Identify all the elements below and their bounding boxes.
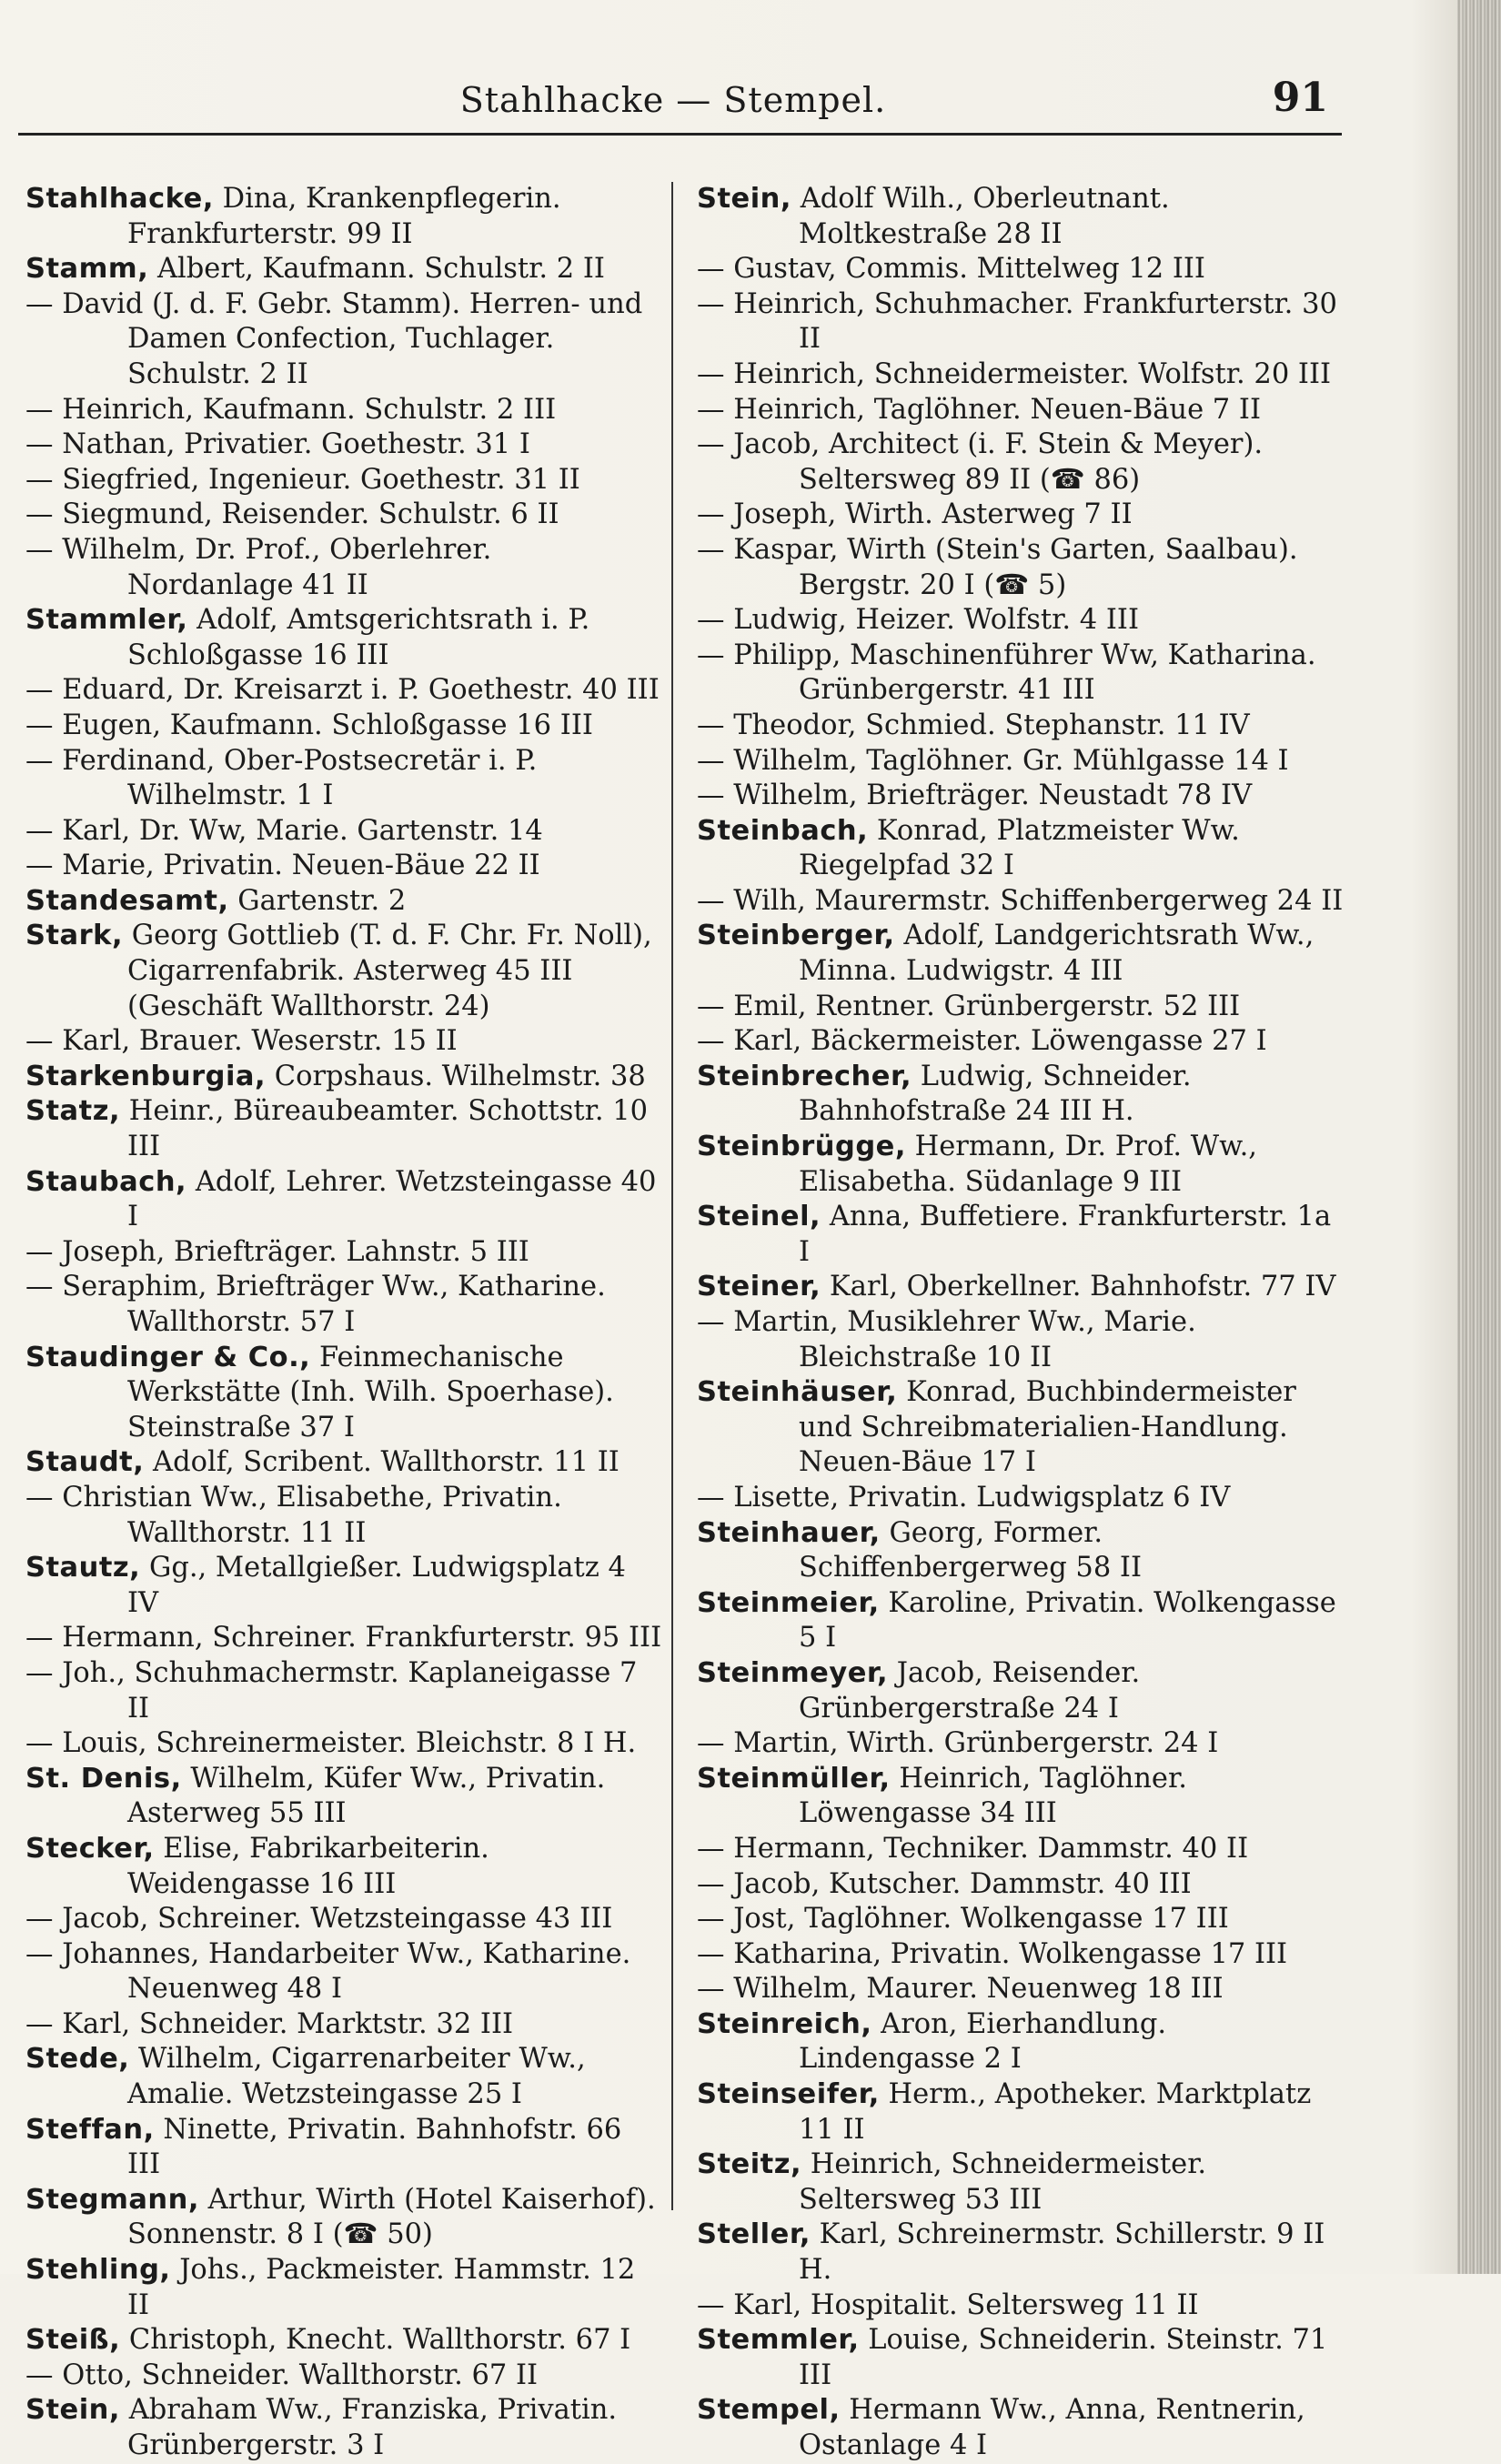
entry-surname: Stein, xyxy=(697,183,791,215)
directory-entry xyxy=(25,2323,662,2358)
entry-details: Gg., Metallgießer. Ludwigsplatz 4 IV xyxy=(127,1552,626,1619)
entry-details: — Martin, Musiklehrer Ww., Marie. Bleichstraße 10 II xyxy=(697,1306,1196,1373)
directory-entry xyxy=(25,393,662,428)
entry-surname: Stegmann, xyxy=(25,2183,199,2216)
directory-entry xyxy=(697,884,1350,920)
entry-details: Gartenstr. 2 xyxy=(228,884,407,917)
directory-entry xyxy=(697,427,1350,498)
entry-details: — Siegfried, Ingenieur. Goethestr. 31 II xyxy=(25,463,580,496)
entry-details: — Johannes, Handarbeiter Ww., Katharine. Neuenweg 48 I xyxy=(25,1937,631,2006)
entry-details: — Heinrich, Schuhmacher. Frankfurterstr. 30 II xyxy=(697,287,1337,356)
entry-details: Karl, Schreinermstr. Schillerstr. 9 II H. xyxy=(799,2218,1325,2287)
entry-details: Heinrich, Taglöhner. Löwengasse 34 III xyxy=(799,1762,1187,1830)
directory-entry xyxy=(25,1445,662,1481)
directory-entry xyxy=(25,1621,662,1656)
directory-entry xyxy=(25,1024,662,1060)
entry-details: Georg, Former. Schiffenbergerweg 58 II xyxy=(799,1516,1143,1584)
directory-entry xyxy=(697,990,1350,1025)
entry-details: — Kaspar, Wirth (Stein's Garten, Saalbau). Bergstr. 20 I (☎ 5) xyxy=(697,533,1298,601)
directory-entry xyxy=(25,814,662,850)
directory-entry xyxy=(25,744,662,814)
entry-surname: Stahlhacke, xyxy=(25,183,214,215)
directory-entry xyxy=(697,287,1350,357)
directory-entry xyxy=(25,1762,662,1832)
directory-entry xyxy=(697,1305,1350,1375)
entry-details: — Karl, Schneider. Marktstr. 32 III xyxy=(25,2007,514,2040)
directory-entry xyxy=(697,1024,1350,1060)
entry-details: Jacob, Reisender. Grünbergerstraße 24 I xyxy=(799,1656,1141,1725)
directory-entry xyxy=(697,1200,1350,1270)
entry-surname: Stamm, xyxy=(25,253,149,286)
entry-surname: Steinhäuser, xyxy=(697,1376,898,1409)
entry-details: — Eduard, Dr. Kreisarzt i. P. Goethestr. 40 III xyxy=(25,674,660,707)
entry-details: Ludwig, Schneider. Bahnhofstraße 24 III H. xyxy=(799,1060,1192,1128)
entry-surname: Stecker, xyxy=(25,1832,155,1865)
directory-entry xyxy=(697,2147,1350,2218)
directory-entry xyxy=(697,182,1350,252)
entry-details: Christoph, Knecht. Wallthorstr. 67 I xyxy=(120,2324,631,2357)
directory-entry xyxy=(697,533,1350,603)
directory-entry xyxy=(25,2113,662,2183)
entry-surname: Steller, xyxy=(697,2218,811,2251)
directory-entry xyxy=(25,252,662,287)
directory-entry xyxy=(697,1902,1350,1937)
entry-details: Herm., Apotheker. Marktplatz 11 II xyxy=(799,2078,1312,2146)
entry-details: Feinmechanische Werkstätte (Inh. Wilh. Spoerhase). Steinstraße 37 I xyxy=(127,1341,614,1443)
directory-entry xyxy=(25,463,662,498)
entry-surname: Stautz, xyxy=(25,1552,141,1584)
directory-entry xyxy=(697,709,1350,744)
directory-entry xyxy=(697,498,1350,533)
entry-details: — Karl, Bäckermeister. Löwengasse 27 I xyxy=(697,1025,1267,1058)
entry-details: — Joseph, Wirth. Asterweg 7 II xyxy=(697,498,1133,531)
entry-details: — Christian Ww., Elisabethe, Privatin. Wallthorstr. 11 II xyxy=(25,1481,562,1549)
directory-entry xyxy=(25,709,662,744)
entry-surname: Stempel, xyxy=(697,2394,841,2427)
entry-details: Johs., Packmeister. Hammstr. 12 II xyxy=(127,2254,636,2321)
entry-surname: Steinmüller, xyxy=(697,1762,891,1795)
directory-entry xyxy=(697,357,1350,393)
directory-entry xyxy=(25,182,662,252)
entry-details: — Joh., Schuhmachermstr. Kaplaneigasse 7 II xyxy=(25,1656,638,1725)
entry-surname: Steinbrecher, xyxy=(697,1060,912,1092)
entry-details: — Hermann, Techniker. Dammstr. 40 II xyxy=(697,1832,1249,1865)
directory-entry xyxy=(25,1937,662,2007)
entry-details: — Theodor, Schmied. Stephanstr. 11 IV xyxy=(697,709,1250,741)
directory-entry xyxy=(25,1165,662,1235)
directory-entry xyxy=(697,2393,1350,2463)
left-column xyxy=(25,182,662,2461)
book-binding-edge xyxy=(1457,0,1501,2274)
entry-details: — Emil, Rentner. Grünbergerstr. 52 III xyxy=(697,990,1241,1022)
directory-entry xyxy=(697,919,1350,989)
entry-details: — Lisette, Privatin. Ludwigsplatz 6 IV xyxy=(697,1481,1231,1514)
entry-surname: Stein, xyxy=(25,2394,120,2427)
entry-details: Adolf, Scribent. Wallthorstr. 11 II xyxy=(144,1446,620,1479)
directory-entry xyxy=(697,1832,1350,1867)
directory-entry xyxy=(697,252,1350,287)
entry-details: Albert, Kaufmann. Schulstr. 2 II xyxy=(148,253,605,286)
entry-surname: Steinmeier, xyxy=(697,1586,880,1619)
directory-entry xyxy=(697,779,1350,814)
directory-entry xyxy=(697,1937,1350,1973)
directory-entry xyxy=(697,1060,1350,1130)
entry-surname: Steinbrügge, xyxy=(697,1131,906,1163)
directory-entry xyxy=(25,1726,662,1762)
directory-entry xyxy=(25,1270,662,1340)
column-divider xyxy=(671,182,673,2210)
entry-surname: Stede, xyxy=(25,2043,130,2076)
entry-surname: Steinreich, xyxy=(697,2007,872,2040)
entry-surname: Steinhauer, xyxy=(697,1516,881,1549)
entry-surname: Steffan, xyxy=(25,2113,155,2146)
directory-entry xyxy=(25,919,662,1024)
page-header xyxy=(18,75,1328,135)
entry-details: Adolf, Lehrer. Wetzsteingasse 40 I xyxy=(127,1165,657,1233)
directory-entry xyxy=(25,1551,662,1621)
directory-entry xyxy=(697,639,1350,709)
directory-entry xyxy=(697,1867,1350,1903)
entry-details: — Ludwig, Heizer. Wolfstr. 4 III xyxy=(697,604,1139,637)
directory-entry xyxy=(697,1762,1350,1832)
entry-details: Aron, Eierhandlung. Lindengasse 2 I xyxy=(799,2007,1167,2076)
entry-details: Hermann, Dr. Prof. Ww., Elisabetha. Südanlage 9 III xyxy=(799,1131,1257,1198)
entry-details: Georg Gottlieb (T. d. F. Chr. Fr. Noll), Cigarrenfabrik. Asterweg 45 III (Geschäft Wallthorstr. 24) xyxy=(123,920,652,1022)
entry-details: — Wilhelm, Briefträger. Neustadt 78 IV xyxy=(697,779,1253,812)
entry-surname: Stehling, xyxy=(25,2254,171,2287)
directory-entry xyxy=(697,2323,1350,2393)
entry-surname: Standesamt, xyxy=(25,884,229,917)
directory-entry xyxy=(25,2393,662,2463)
entry-details: Konrad, Buchbindermeister und Schreibmaterialien-Handlung. Neuen-Bäue 17 I xyxy=(799,1376,1296,1479)
directory-entry xyxy=(25,673,662,709)
entry-surname: Statz, xyxy=(25,1095,121,1128)
directory-entry xyxy=(697,393,1350,428)
entry-details: — Jacob, Schreiner. Wetzsteingasse 43 III xyxy=(25,1903,613,1936)
entry-surname: Steinmeyer, xyxy=(697,1656,889,1689)
header-rule xyxy=(18,133,1342,136)
entry-surname: Steiner, xyxy=(697,1271,821,1303)
entry-details: — Wilhelm, Dr. Prof., Oberlehrer. Nordanlage 41 II xyxy=(25,533,492,601)
entry-details: — Jost, Taglöhner. Wolkengasse 17 III xyxy=(697,1903,1229,1936)
entry-surname: Stemmler, xyxy=(697,2324,860,2357)
directory-entry xyxy=(25,1902,662,1937)
entry-surname: Steinbach, xyxy=(697,814,869,847)
directory-entry xyxy=(697,1586,1350,1656)
directory-entry xyxy=(25,2183,662,2253)
directory-entry xyxy=(697,1972,1350,2007)
entry-details: Abraham Ww., Franziska, Privatin. Grünbergerstr. 3 I xyxy=(120,2394,618,2461)
directory-entry xyxy=(697,1375,1350,1481)
entry-details: Konrad, Platzmeister Ww. Riegelpfad 32 I xyxy=(799,814,1240,882)
entry-details: — Gustav, Commis. Mittelweg 12 III xyxy=(697,253,1205,286)
directory-entry xyxy=(25,287,662,393)
entry-details: — Marie, Privatin. Neuen-Bäue 22 II xyxy=(25,850,540,882)
entry-details: Karl, Oberkellner. Bahnhofstr. 77 IV xyxy=(821,1271,1336,1303)
entry-details: — Jacob, Architect (i. F. Stein & Meyer). Seltersweg 89 II (☎ 86) xyxy=(697,428,1264,496)
directory-entry xyxy=(25,2358,662,2394)
entry-details: Elise, Fabrikarbeiterin. Weidengasse 16 III xyxy=(127,1832,489,1900)
entry-details: Adolf, Landgerichtsrath Ww., Minna. Ludwigstr. 4 III xyxy=(799,920,1315,988)
entry-details: Louise, Schneiderin. Steinstr. 71 III xyxy=(799,2324,1328,2391)
entry-details: Arthur, Wirth (Hotel Kaiserhof). Sonnenstr. 8 I (☎ 50) xyxy=(127,2183,656,2251)
directory-entry xyxy=(697,2288,1350,2324)
entry-surname: Steiß, xyxy=(25,2324,121,2357)
entry-details: — Eugen, Kaufmann. Schloßgasse 16 III xyxy=(25,709,593,741)
directory-entry xyxy=(697,2218,1350,2288)
entry-details: — Heinrich, Taglöhner. Neuen-Bäue 7 II xyxy=(697,393,1262,426)
directory-entry xyxy=(25,884,662,920)
directory-entry xyxy=(697,1481,1350,1516)
directory-entry xyxy=(697,744,1350,779)
entry-surname: Steinseifer, xyxy=(697,2078,880,2111)
entry-surname: Steinel, xyxy=(697,1201,821,1233)
entry-details: Wilhelm, Cigarrenarbeiter Ww., Amalie. Wetzsteingasse 25 I xyxy=(127,2043,586,2111)
directory-entry xyxy=(25,1832,662,1902)
directory-entry xyxy=(25,849,662,884)
entry-details: Adolf, Amtsgerichtsrath i. P. Schloßgasse 16 III xyxy=(127,604,590,671)
directory-entry xyxy=(25,1235,662,1271)
directory-entry xyxy=(697,1130,1350,1200)
page-number: 91 xyxy=(1272,75,1328,121)
entry-details: Heinr., Büreaubeamter. Schottstr. 10 III xyxy=(120,1095,649,1163)
running-head: Stahlhacke — Stempel. xyxy=(459,80,887,120)
entry-details: — Louis, Schreinermeister. Bleichstr. 8 I H. xyxy=(25,1727,637,1760)
directory-entry xyxy=(25,1656,662,1726)
entry-details: — Heinrich, Kaufmann. Schulstr. 2 III xyxy=(25,393,557,426)
entry-details: — David (J. d. F. Gebr. Stamm). Herren- und Damen Confection, Tuchlager. Schulstr. 2 II xyxy=(25,287,643,390)
entry-details: Ninette, Privatin. Bahnhofstr. 66 III xyxy=(127,2113,622,2181)
entry-details: Heinrich, Schneidermeister. Seltersweg 53 III xyxy=(799,2148,1207,2216)
entry-surname: Staudinger & Co., xyxy=(25,1341,311,1373)
entry-details: Adolf Wilh., Oberleutnant. Moltkestraße 28 II xyxy=(791,183,1170,250)
directory-entry xyxy=(697,1656,1350,1726)
entry-details: — Seraphim, Briefträger Ww., Katharine. Wallthorstr. 57 I xyxy=(25,1271,606,1338)
directory-entry xyxy=(25,603,662,673)
entry-details: Anna, Buffetiere. Frankfurterstr. 1a I xyxy=(799,1201,1332,1268)
entry-details: — Nathan, Privatier. Goethestr. 31 I xyxy=(25,428,530,461)
directory-entry xyxy=(25,1094,662,1164)
entry-details: Dina, Krankenpflegerin. Frankfurterstr. 99 II xyxy=(127,183,561,250)
entry-surname: Starkenburgia, xyxy=(25,1060,267,1092)
entry-surname: Stark, xyxy=(25,920,124,952)
directory-entry xyxy=(697,603,1350,639)
entry-details: — Katharina, Privatin. Wolkengasse 17 III xyxy=(697,1937,1288,1970)
directory-entry xyxy=(697,814,1350,884)
entry-details: — Karl, Hospitalit. Seltersweg 11 II xyxy=(697,2288,1199,2321)
directory-entry xyxy=(25,1481,662,1551)
entry-surname: Staudt, xyxy=(25,1446,145,1479)
entry-details: — Wilhelm, Maurer. Neuenweg 18 III xyxy=(697,1973,1224,2006)
entry-details: — Karl, Dr. Ww, Marie. Gartenstr. 14 xyxy=(25,814,543,847)
right-column xyxy=(697,182,1350,2461)
directory-entry xyxy=(697,2007,1350,2077)
directory-entry xyxy=(25,498,662,533)
entry-details: — Ferdinand, Ober-Postsecretär i. P. Wilhelmstr. 1 I xyxy=(25,744,538,812)
entry-details: Corpshaus. Wilhelmstr. 38 xyxy=(266,1060,646,1092)
directory-entry xyxy=(697,1270,1350,1305)
entry-surname: Staubach, xyxy=(25,1165,187,1198)
entry-surname: Steinberger, xyxy=(697,920,895,952)
entry-details: — Jacob, Kutscher. Dammstr. 40 III xyxy=(697,1867,1192,1900)
entry-details: — Martin, Wirth. Grünbergerstr. 24 I xyxy=(697,1727,1219,1760)
entry-details: — Hermann, Schreiner. Frankfurterstr. 95 III xyxy=(25,1622,662,1654)
entry-details: — Karl, Brauer. Weserstr. 15 II xyxy=(25,1025,458,1058)
entry-details: Hermann Ww., Anna, Rentnerin, Ostanlage 4 I xyxy=(799,2394,1305,2461)
entry-details: — Siegmund, Reisender. Schulstr. 6 II xyxy=(25,498,559,531)
entry-details: Karoline, Privatin. Wolkengasse 5 I xyxy=(799,1586,1336,1654)
entry-surname: St. Denis, xyxy=(25,1762,182,1795)
directory-entry xyxy=(697,2077,1350,2147)
directory-entry xyxy=(25,2007,662,2043)
entry-details: Wilhelm, Küfer Ww., Privatin. Asterweg 55 III xyxy=(127,1762,606,1830)
entry-details: — Otto, Schneider. Wallthorstr. 67 II xyxy=(25,2358,539,2391)
directory-entry xyxy=(25,2253,662,2323)
entry-details: — Wilh, Maurermstr. Schiffenbergerweg 24 II xyxy=(697,884,1344,917)
directory-entry xyxy=(25,1060,662,1095)
entry-surname: Steitz, xyxy=(697,2148,802,2181)
directory-entry xyxy=(25,533,662,603)
directory-entry xyxy=(25,2042,662,2112)
directory-entry xyxy=(25,427,662,463)
entry-surname: Stammler, xyxy=(25,604,188,637)
entry-details: — Wilhelm, Taglöhner. Gr. Mühlgasse 14 I xyxy=(697,744,1289,777)
directory-entry xyxy=(25,1341,662,1446)
entry-details: — Joseph, Briefträger. Lahnstr. 5 III xyxy=(25,1235,529,1268)
directory-entry xyxy=(697,1516,1350,1586)
directory-entry xyxy=(697,1726,1350,1762)
entry-details: — Heinrich, Schneidermeister. Wolfstr. 20 III xyxy=(697,357,1332,390)
entry-details: — Philipp, Maschinenführer Ww, Katharina. Grünbergerstr. 41 III xyxy=(697,639,1316,707)
